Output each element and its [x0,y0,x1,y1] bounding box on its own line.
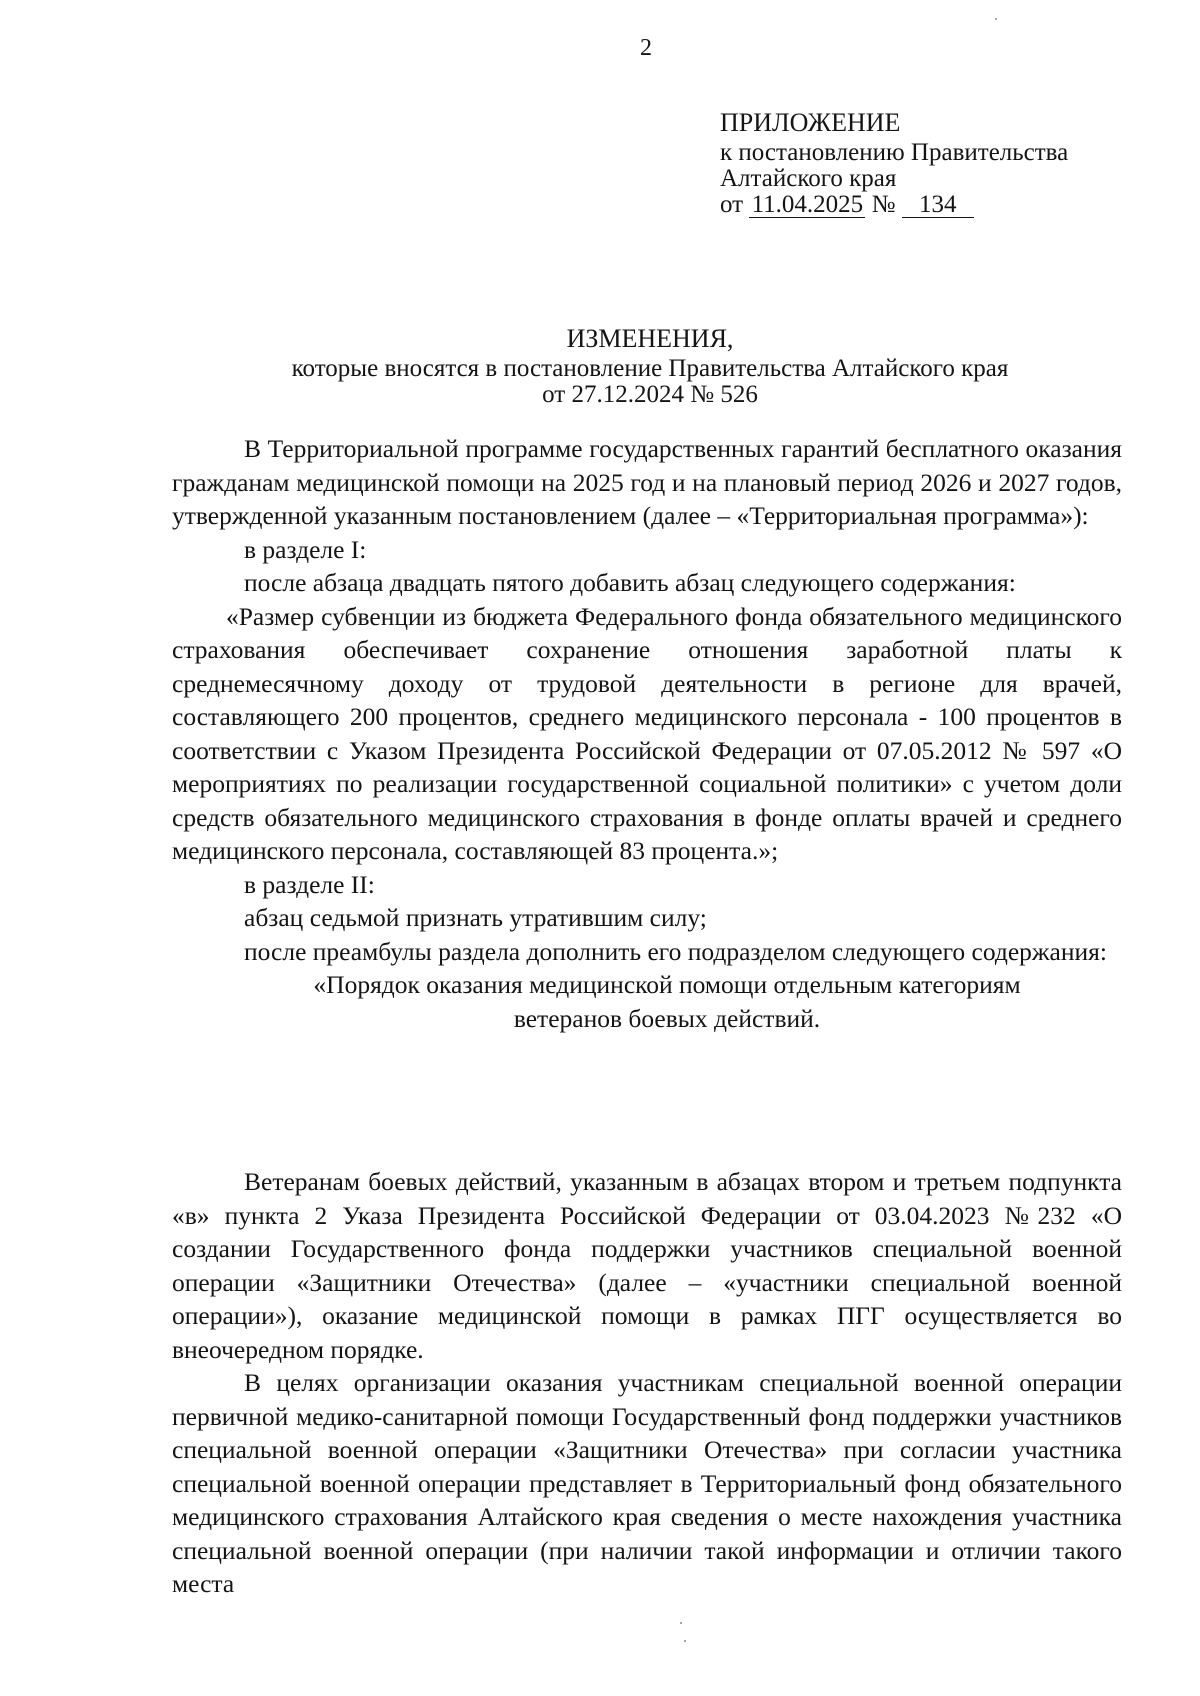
document-subtitle-line2: от 27.12.2024 № 526 [542,381,758,408]
subsection-heading-line2: ветеранов боевых действий. [513,1003,821,1033]
subsection-heading-line1: «Порядок оказания медицинской помощи отдельным категориям [313,970,1021,999]
scan-speck [680,1622,682,1624]
appendix-line2: Алтайского края [720,165,897,192]
paragraph-add-instruction: после абзаца двадцать пятого добавить абзац следующего содержания: [244,568,1016,597]
paragraph-veterans: Ветеранам боевых действий, указанным в абзацах втором и третьем подпункта «в» пункта 2 Указа Президента Российской Федерации от 03.04.2023 №232 «О создании Государственного фонда поддержки участников специальной военной операции «Защитники Отечества» (далее – «участники специальной военной операции»), оказание медицинской помощи в рамках ПГГ осуществляется во внеочередном порядке. [172,1167,1122,1364]
paragraph-section-1: в разделе I: [244,534,367,564]
paragraph-intro: В Территориальной программе государственных гарантий бесплатного оказания гражданам медицинской помощи на 2025 год и на плановый период 2026 и 2027 годов, утвержденной указанным постановлением (далее – «Территориальная программа»): [172,434,1122,530]
scan-speck [995,18,997,20]
appendix-date-value: 11.04.2025 [749,193,865,218]
appendix-number-value: 134 [902,193,974,218]
appendix-date-prefix: от [720,191,744,218]
paragraph-subvention-quote: «Размер субвенции из бюджета Федерального фонда обязательного медицинского страхования обеспечивает сохранение отношения заработной платы к среднемесячному доходу от трудовой деятельности в регионе для врачей, составляющего 200 процентов, среднего медицинского персонала - 100 процентов в соответствии с Указом Президента Российской Федерации от 07.05.2012 № 597 «О мероприятиях по реализации государственной социальной политики» с учетом доли средств обязательного медицинского страхования в фонде оплаты врачей и среднего медицинского персонала, составляющей 83 процента.»; [172,601,1122,865]
paragraph-primary-care: В целях организации оказания участникам специальной военной операции первичной медико-санитарной помощи Государственный фонд поддержки участников специальной военной операции «Защитники Отечества» при согласии участника специальной военной операции представляет в Территориальный фонд обязательного медицинского страхования Алтайского края сведения о месте нахождения участника специальной военной операции (при наличии такой информации и отличии такого места [172,1368,1122,1598]
appendix-block [720,106,1068,218]
paragraph-repeal: абзац седьмой признать утратившим силу; [244,903,707,932]
appendix-number-sign: № [871,191,896,218]
appendix-date-line [720,192,1068,218]
page-number: 2 [640,35,652,61]
document-subtitle-line1: которые вносятся в постановление Правительства Алтайского края [291,355,1009,382]
appendix-title: ПРИЛОЖЕНИЕ [720,108,901,137]
appendix-line1: к постановлению Правительства [720,139,1069,166]
document-body-upper [172,432,1122,1035]
paragraph-preamble-addition: после преамбулы раздела дополнить его подразделом следующего содержания: [244,936,1107,966]
document-title: ИЗМЕНЕНИЯ, [566,324,734,353]
paragraph-section-2: в разделе II: [244,869,375,899]
document-body-lower [172,1165,1122,1601]
scan-speck [684,1640,686,1642]
